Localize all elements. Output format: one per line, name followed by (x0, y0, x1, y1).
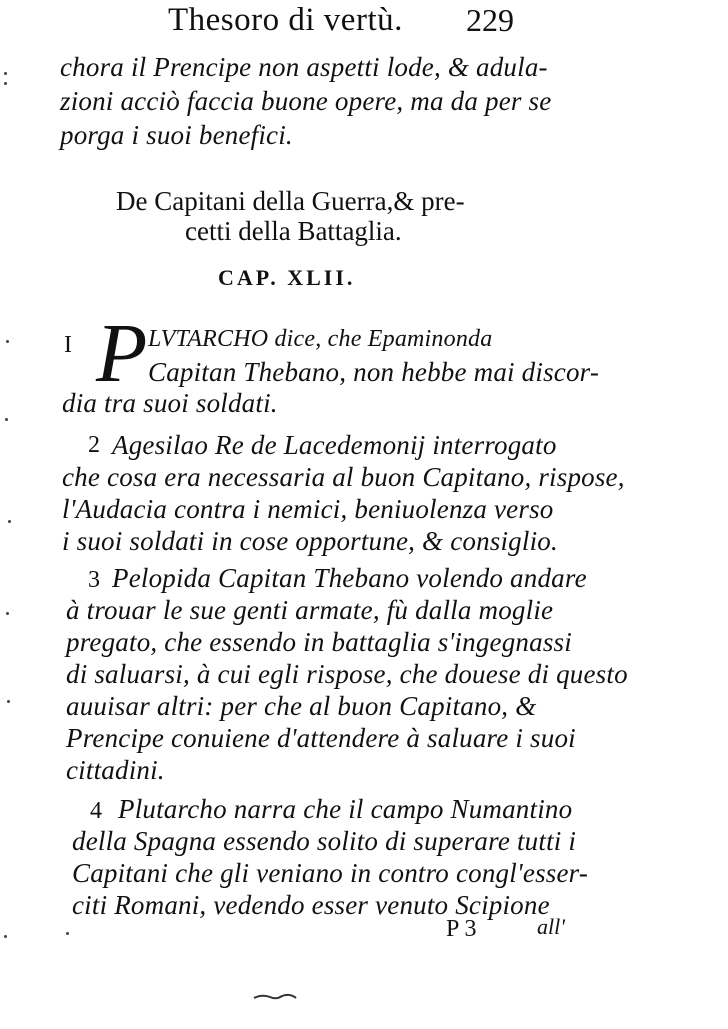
intro-line: chora il Prencipe non aspetti lode, & adula- (60, 52, 548, 82)
paragraph-line: Capitan Thebano, non hebbe mai discor- (148, 357, 600, 387)
paragraph-number: 4 (90, 798, 102, 824)
margin-speck (4, 82, 7, 85)
drop-cap: P (96, 307, 148, 400)
paragraph-line: Agesilao Re de Lacedemonij interrogato (112, 430, 557, 460)
paragraph-line: di saluarsi, à cui egli rispose, che douese di questo (66, 659, 628, 689)
margin-speck (4, 72, 7, 75)
paragraph-line: LVTARCHO dice, che Epaminonda (148, 326, 493, 352)
paragraph-line: pregato, che essendo in battaglia s'ingegnassi (66, 627, 572, 657)
paragraph-line: i suoi soldati in cose opportune, & consiglio. (62, 526, 558, 556)
paragraph-line: che cosa era necessaria al buon Capitano, rispose, (62, 462, 625, 492)
page-number: 229 (466, 2, 514, 38)
paragraph-number: I (64, 332, 72, 358)
paragraph-line: Capitani che gli veniano in contro congl'esser- (72, 858, 589, 888)
ornament-icon (252, 993, 298, 1001)
intro-line: zioni acciò faccia buone opere, ma da per se (60, 86, 552, 116)
paragraph-line: Prencipe conuiene d'attendere à saluare i suoi (66, 723, 576, 753)
margin-speck (4, 935, 7, 938)
paragraph-line: l'Audacia contra i nemici, beniuolenza verso (62, 494, 554, 524)
signature-mark: P 3 (446, 916, 477, 942)
paragraph-number: 3 (88, 567, 100, 593)
chapter-heading-line1: De Capitani della Guerra,& pre- (116, 186, 465, 216)
paragraph-line: Pelopida Capitan Thebano volendo andare (112, 563, 587, 593)
chapter-number: CAP. XLII. (218, 265, 356, 290)
paragraph-line: à trouar le sue genti armate, fù dalla moglie (66, 595, 554, 625)
running-title: Thesoro di vertù. (168, 2, 403, 38)
margin-speck (8, 520, 11, 523)
paragraph-line: Plutarcho narra che il campo Numantino (118, 794, 573, 824)
chapter-heading-line2: cetti della Battaglia. (185, 216, 402, 246)
margin-speck (5, 418, 8, 421)
paragraph-line: cittadini. (66, 755, 165, 785)
margin-speck (66, 932, 69, 935)
paragraph-line: dia tra suoi soldati. (62, 388, 278, 418)
margin-speck (6, 340, 9, 343)
intro-line: porga i suoi benefici. (60, 120, 293, 150)
margin-speck (7, 700, 10, 703)
paragraph-number: 2 (88, 432, 100, 458)
paragraph-line: citi Romani, vedendo esser venuto Scipione (72, 890, 550, 920)
margin-speck (6, 612, 9, 615)
paragraph-line: della Spagna essendo solito di superare tutti i (72, 826, 577, 856)
catchword: all' (537, 914, 565, 939)
paragraph-line: auuisar altri: per che al buon Capitano, & (66, 691, 537, 721)
